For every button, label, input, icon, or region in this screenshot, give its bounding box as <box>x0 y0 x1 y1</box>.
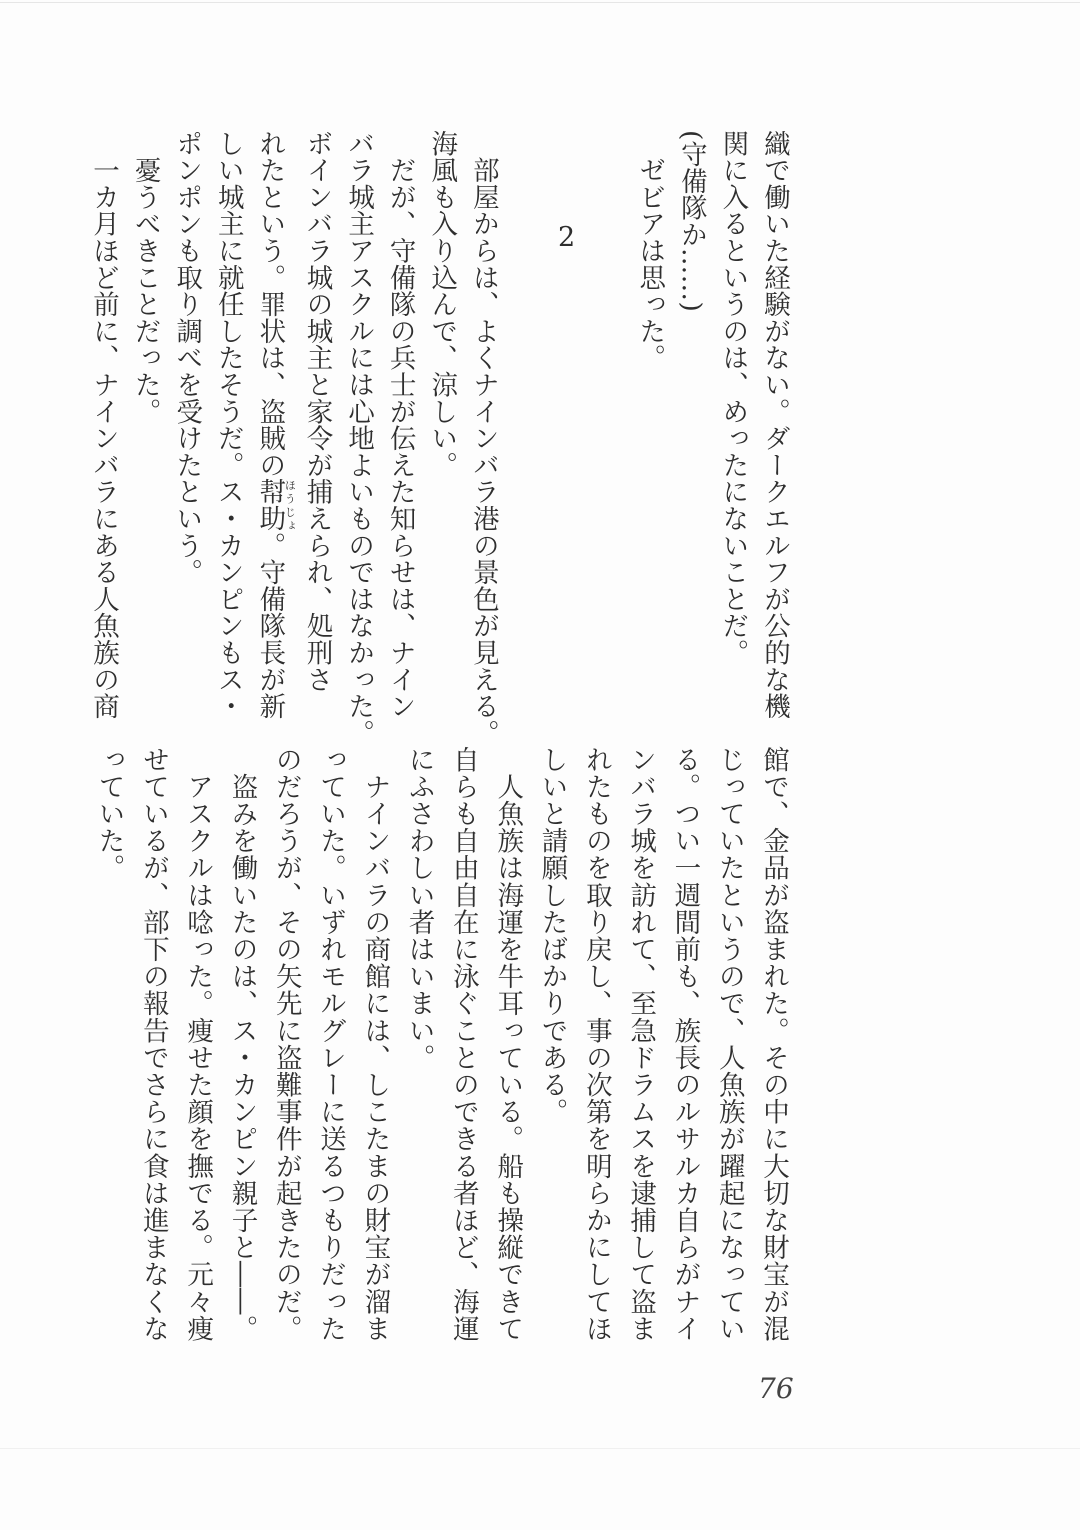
text-line: 憂うべきことだった。 <box>129 130 161 425</box>
ruby-annotation <box>254 478 297 533</box>
text-line: (守備隊か……) <box>675 130 707 313</box>
text-line: アスクルは唸った。痩せた顔を撫でる。元々痩 <box>182 746 214 1343</box>
text-line: 織で働いた経験がない。ダークエルフが公的な機 <box>759 130 790 720</box>
text-line: 館で、金品が盗まれた。その中に大切な財宝が混 <box>758 746 789 1343</box>
upper-text-block <box>82 130 795 746</box>
text-segment: 。守備隊長が新 <box>254 532 286 720</box>
text-line: のだろうが、その矢先に盗難事件が起きたのだ。 <box>270 746 302 1343</box>
text-line: っていた。 <box>93 746 125 882</box>
text-line: バラ城主アスクルには心地よいものではなかった。 <box>343 130 375 747</box>
text-line: 一カ月ほど前に、ナインバラにある人魚族の商 <box>88 130 119 720</box>
text-line: 部屋からは、よくナインバラ港の景色が見える。 <box>467 130 499 747</box>
text-line: ナインバラの商館には、しこたまの財宝が溜ま <box>359 746 391 1343</box>
blank-line <box>504 130 546 746</box>
ruby-reading: ほうじょ <box>283 478 297 533</box>
text-line: れたものを取り戻し、事の次第を明らかにしてほ <box>580 746 612 1343</box>
scan-edge-line <box>0 2 1080 3</box>
text-line: しいと請願したばかりである。 <box>536 746 568 1126</box>
text-line: 自らも自由自在に泳ぐことのできる者ほど、海運 <box>447 746 479 1343</box>
lower-text-block <box>86 746 795 1342</box>
text-line: 関に入るというのは、めったにないことだ。 <box>717 130 749 666</box>
text-line: る。つい一週間前も、族長のルサルカ自らがナイ <box>669 746 701 1343</box>
text-line: だが、守備隊の兵士が伝えた知らせは、ナイン <box>384 130 416 720</box>
text-line: 人魚族は海運を牛耳っている。船も操縦できて <box>492 746 524 1343</box>
text-line: せているが、部下の報告でさらに食は進まなくな <box>137 746 169 1343</box>
text-line: ポンポンも取り調べを受けたという。 <box>171 130 203 586</box>
text-line <box>249 130 296 746</box>
text-segment: れたという。罪状は、盗賊の <box>254 130 286 479</box>
blank-line <box>587 130 629 746</box>
text-line: しい城主に就任したそうだ。ス・カンピンもス・ <box>212 130 244 720</box>
ruby-base: 幇助 <box>254 478 286 533</box>
text-line: 海風も入り込んで、涼しい。 <box>426 130 458 479</box>
text-line: じっていたというので、人魚族が躍起になってい <box>713 746 745 1343</box>
text-line: ボインバラ城の城主と家令が捕えられ、処刑さ <box>301 130 333 693</box>
section-number: 2 <box>551 222 583 254</box>
text-line: ンバラ城を訪れて、至急ドラムスを逮捕して盗ま <box>625 746 657 1343</box>
page-number: 76 <box>758 1372 794 1405</box>
scan-edge-line <box>0 1448 1080 1449</box>
text-line: っていた。いずれモルグレーに送るつもりだった <box>315 746 347 1343</box>
text-line: ゼビアは思った。 <box>634 130 666 372</box>
text-line: にふさわしい者はいまい。 <box>403 746 435 1072</box>
text-line: 盗みを働いたのは、ス・カンピン親子と――。 <box>226 746 258 1343</box>
